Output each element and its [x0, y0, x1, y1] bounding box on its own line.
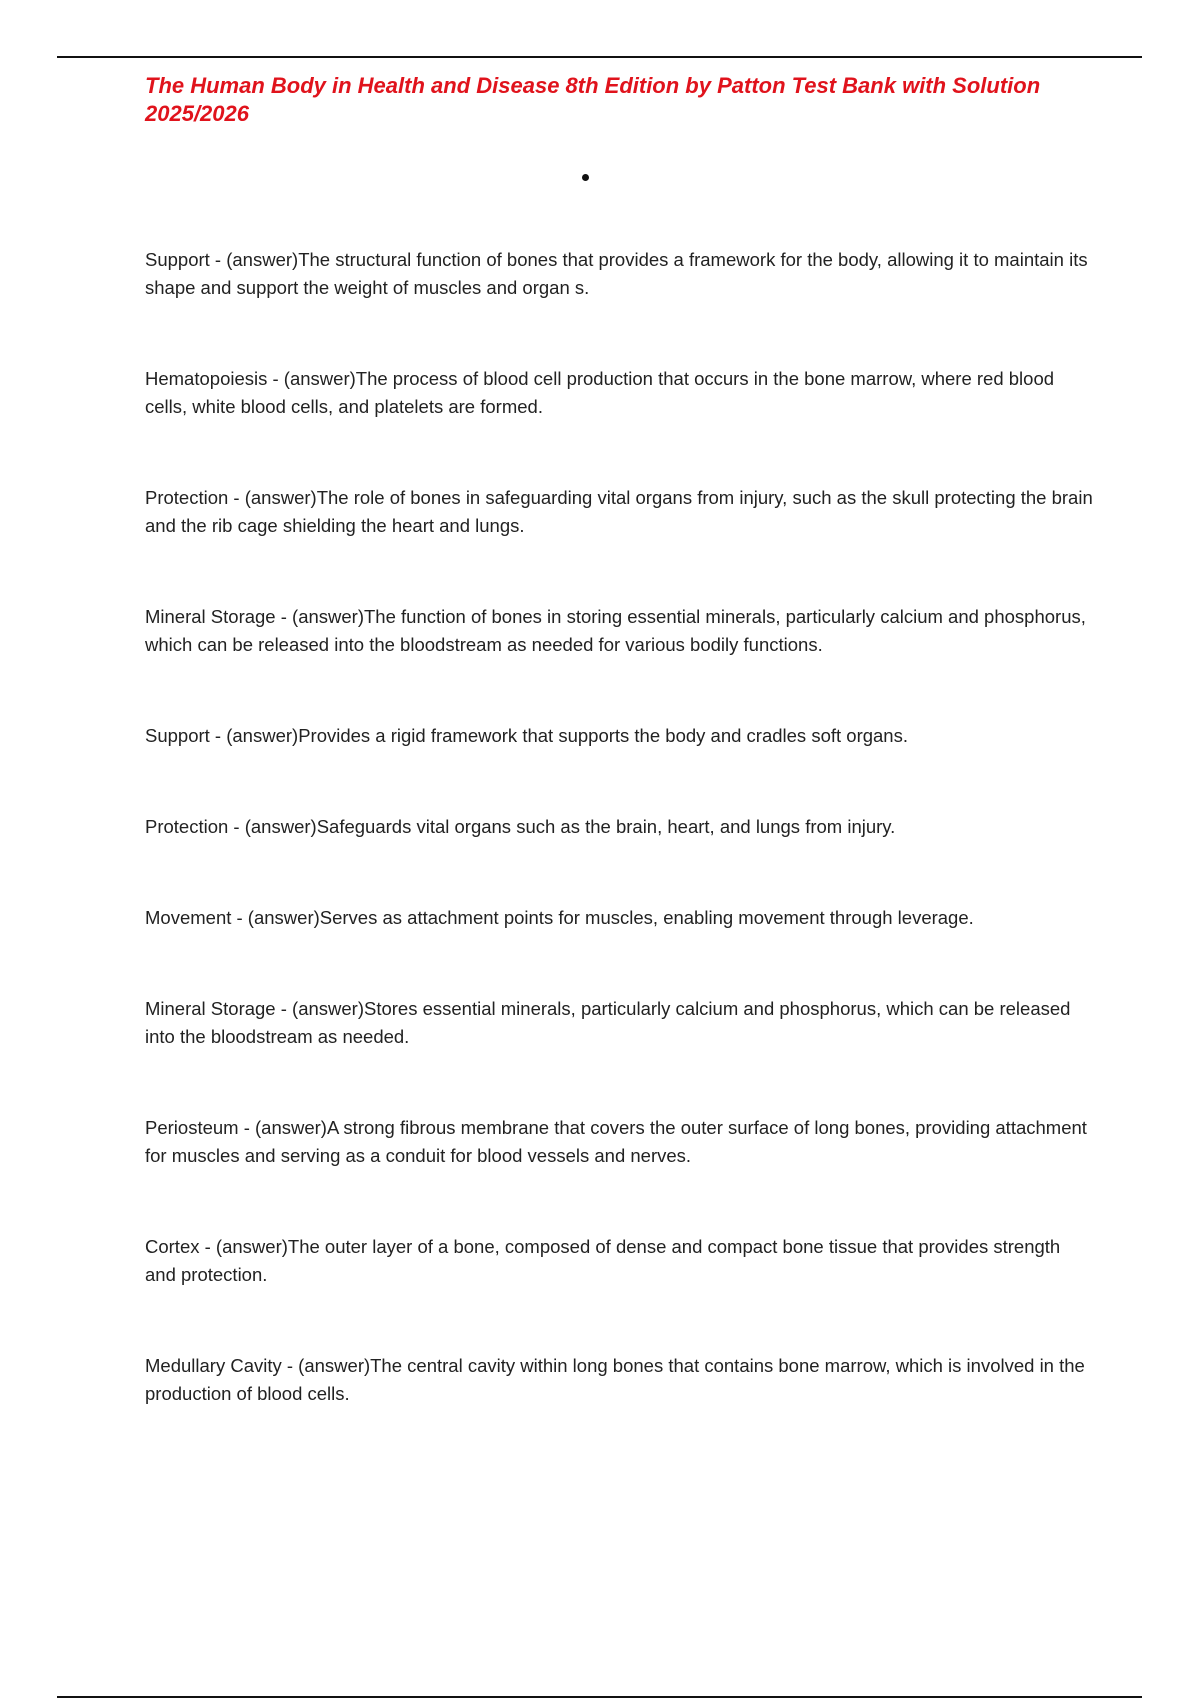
top-rule [57, 56, 1142, 58]
entry-hematopoiesis: Hematopoiesis - (answer)The process of blood cell production that occurs in the bone marrow, where red blood cells, white blood cells, and platelets are formed. [145, 368, 1055, 417]
entry-cortex: Cortex - (answer)The outer layer of a bone, composed of dense and compact bone tissue that provides strength and protection. [145, 1236, 1061, 1285]
entry-medullary-cavity: Medullary Cavity - (answer)The central cavity within long bones that contains bone marrow, which is involved in the production of blood cells. [145, 1355, 1085, 1404]
entry-protection-safeguards: Protection - (answer)Safeguards vital organs such as the brain, heart, and lungs from injury. [145, 816, 896, 837]
document-title: The Human Body in Health and Disease 8th Edition by Patton Test Bank with Solution 2025/2026 [145, 73, 1041, 126]
entry-movement: Movement - (answer)Serves as attachment points for muscles, enabling movement through leverage. [145, 907, 974, 928]
bullet-mark [582, 174, 589, 181]
entry-mineral-storage-function: Mineral Storage - (answer)The function of bones in storing essential minerals, particularly calcium and phosphorus, which can be released into the bloodstream as needed for various bodily functions. [145, 606, 1086, 655]
entry-protection-role: Protection - (answer)The role of bones in safeguarding vital organs from injury, such as the skull protecting the brain and the rib cage shielding the heart and lungs. [145, 487, 1093, 536]
entry-support-structural: Support - (answer)The structural function of bones that provides a framework for the body, allowing it to maintain its shape and support the weight of muscles and organ s. [145, 249, 1088, 298]
entry-list [145, 246, 1095, 1408]
bottom-rule [57, 1696, 1142, 1698]
entry-support-rigid: Support - (answer)Provides a rigid framework that supports the body and cradles soft organs. [145, 725, 908, 746]
entry-periosteum: Periosteum - (answer)A strong fibrous membrane that covers the outer surface of long bones, providing attachment for muscles and serving as a conduit for blood vessels and nerves. [145, 1117, 1087, 1166]
entry-mineral-storage-stores: Mineral Storage - (answer)Stores essential minerals, particularly calcium and phosphorus, which can be released into the bloodstream as needed. [145, 998, 1071, 1047]
